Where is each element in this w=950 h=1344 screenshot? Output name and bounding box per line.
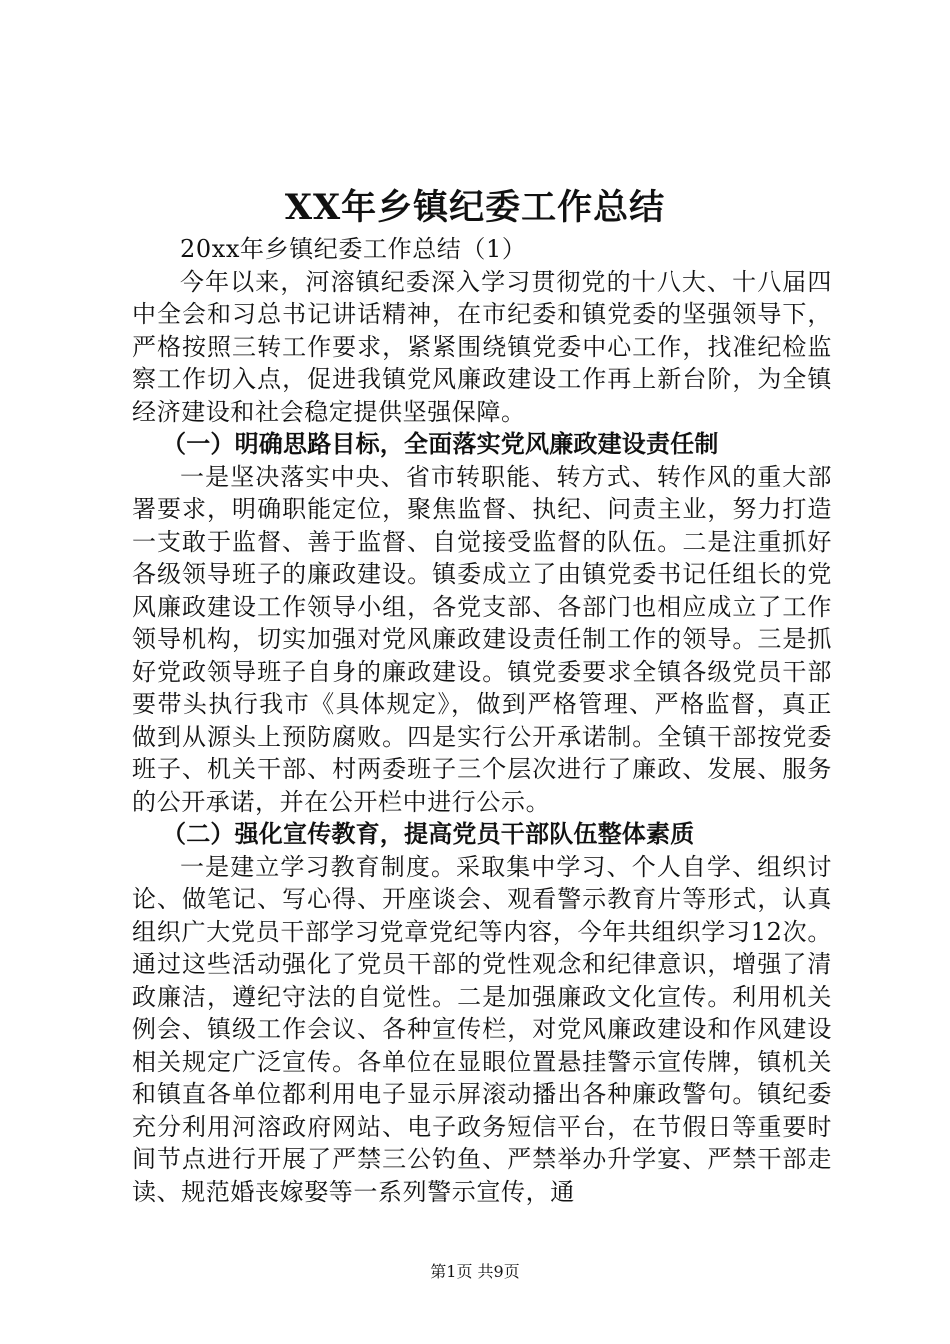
- page-number-footer: 第1页 共9页: [430, 1262, 520, 1281]
- section-body-1: 一是坚决落实中央、省市转职能、转方式、转作风的重大部署要求，明确职能定位，聚焦监督、执纪、问责主业，努力打造一支敢于监督、善于监督、自觉接受监督的队伍。二是注重抓好各级领导班子的廉政建设。镇委成立了由镇党委书记任组长的党风廉政建设工作领导小组，各党支部、各部门也相应成立了工作领导机构，切实加强对党风廉政建设责任制工作的领导。三是抓好党政领导班子自身的廉政建设。镇党委要求全镇各级党员干部要带头执行我市《具体规定》，做到严格管理、严格监督，真正做到从源头上预防腐败。四是实行公开承诺制。全镇干部按党委班子、机关干部、村两委班子三个层次进行了廉政、发展、服务的公开承诺，并在公开栏中进行公示。: [132, 462, 832, 816]
- document-subtitle: 20xx年乡镇纪委工作总结（1）: [180, 235, 527, 263]
- section-heading-2: （二）强化宣传教育，提高党员干部队伍整体素质: [162, 819, 695, 848]
- intro-paragraph: 今年以来，河溶镇纪委深入学习贯彻党的十八大、十八届四中全会和习总书记讲话精神，在市纪委和镇党委的坚强领导下，严格按照三转工作要求，紧紧围绕镇党委中心工作，找准纪检监察工作切入点，促进我镇党风廉政建设工作再上新台阶，为全镇经济建设和社会稳定提供坚强保障。: [132, 267, 832, 426]
- document-body: [132, 233, 832, 1208]
- section-body-2: 一是建立学习教育制度。采取集中学习、个人自学、组织讨论、做笔记、写心得、开座谈会、观看警示教育片等形式，认真组织广大党员干部学习党章党纪等内容，今年共组织学习12次。通过这些活动强化了党员干部的党性观念和纪律意识，增强了清政廉洁，遵纪守法的自觉性。二是加强廉政文化宣传。利用机关例会、镇级工作会议、各种宣传栏，对党风廉政建设和作风建设相关规定广泛宣传。各单位在显眼位置悬挂警示宣传牌，镇机关和镇直各单位都利用电子显示屏滚动播出各种廉政警句。镇纪委充分利用河溶政府网站、电子政务短信平台，在节假日等重要时间节点进行开展了严禁三公钓鱼、严禁举办升学宴、严禁干部走读、规范婚丧嫁娶等一系列警示宣传，通: [132, 852, 832, 1206]
- document-title: XX年乡镇纪委工作总结: [284, 187, 666, 228]
- section-heading-1: （一）明确思路目标，全面落实党风廉政建设责任制: [162, 429, 719, 458]
